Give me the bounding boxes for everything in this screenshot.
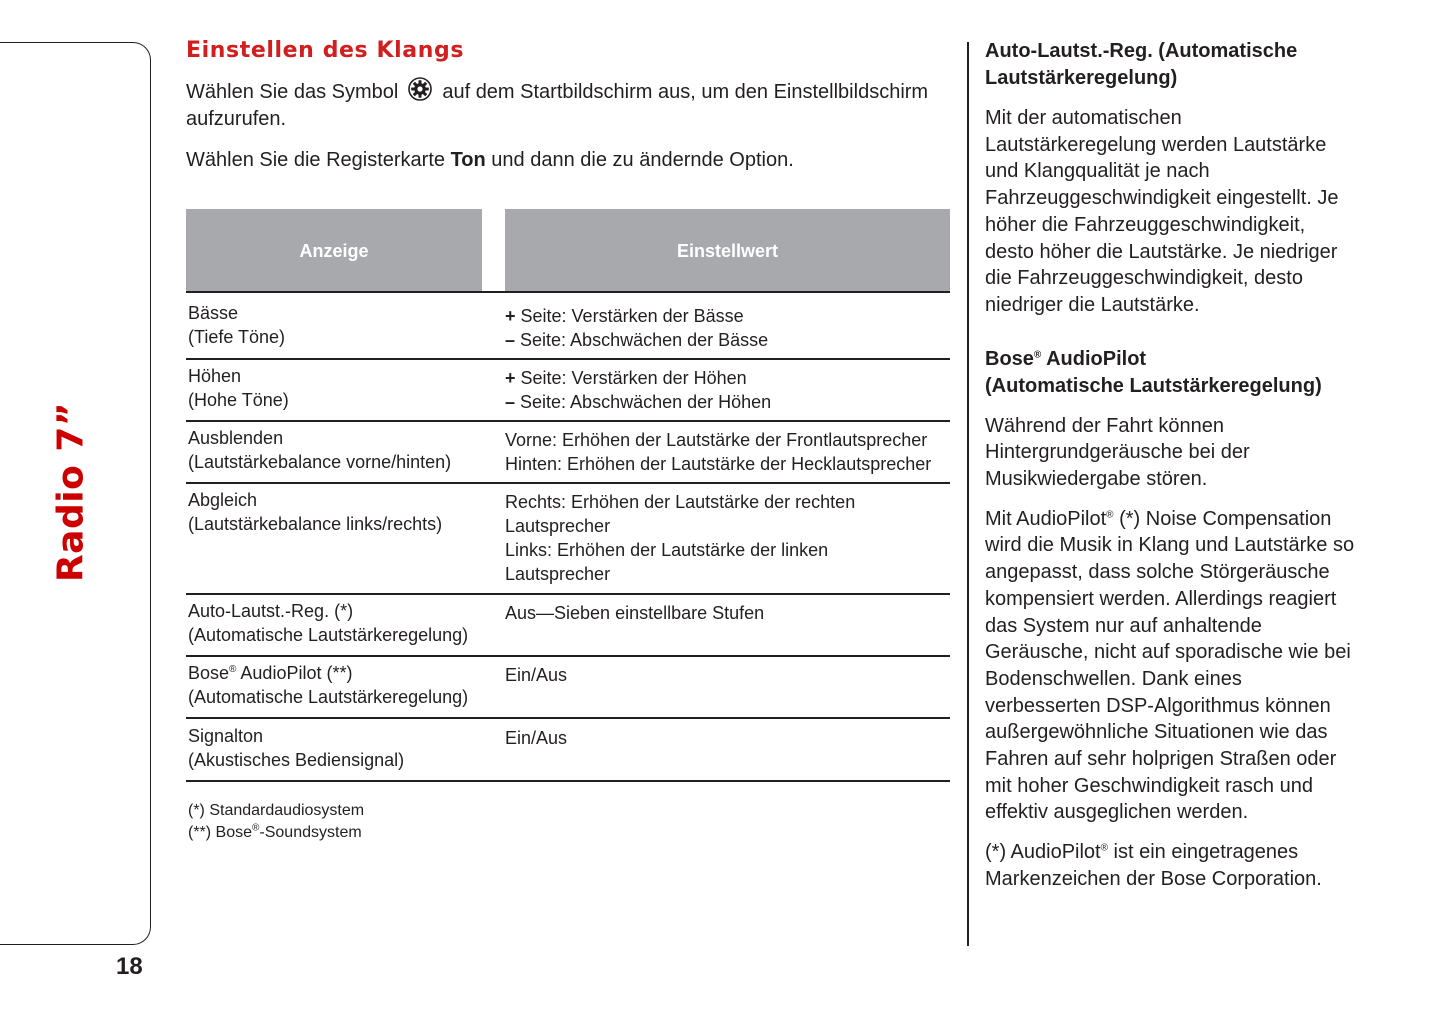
heading-line — [985, 346, 1355, 373]
cell-text: AudioPilot (**) — [236, 663, 353, 683]
settings-table-header — [186, 209, 950, 293]
paragraph-trademark — [985, 839, 1355, 892]
footnote-text: (**) Bose — [188, 824, 253, 841]
cell-text: Höhen — [188, 366, 242, 386]
heading-line: Auto-Lautst.-Reg. (Automatische — [985, 40, 1298, 62]
paragraph-text: (*) Noise Compensation wird die Musik in Klang und Lautstärke so angepasst, dass solche Störgeräusche kompensiert werden. Allerdings reagiert das System nur auf anhaltende Geräusche, nicht auf sporadische wie bei Bodenschwellen. Dank eines verbesserten DSP-Algorithmus können außergewöhnliche Situationen wie das Fahren auf sehr holprigen Straßen oder mit hoher Geschwindigkeit rasch und effektiv ausgeglichen werden. — [985, 507, 1355, 824]
column-header-anzeige: Anzeige — [186, 209, 482, 293]
cell-text: Vorne: Erhöhen der Lautstärke der Frontlautsprecher — [505, 430, 928, 450]
cell-text: Auto-Lautst.-Reg. (*) — [188, 601, 354, 621]
table-rule — [186, 482, 950, 484]
plus-sign: + — [505, 368, 516, 388]
table-row-audiopilot-display — [188, 661, 488, 709]
table-row-fade-display — [188, 426, 488, 474]
table-row-treble-value — [505, 366, 950, 414]
cell-text: (Tiefe Töne) — [188, 327, 286, 347]
cell-text: Ein/Aus — [505, 665, 568, 685]
registered-mark: ® — [1106, 509, 1114, 521]
paragraph-text: (*) AudioPilot — [985, 841, 1101, 864]
table-rule — [186, 420, 950, 422]
table-row-audiopilot-value — [505, 663, 950, 687]
cell-line — [505, 328, 950, 352]
registered-mark: ® — [229, 664, 237, 675]
table-row-balance-value — [505, 490, 905, 586]
cell-text: Rechts: Erhöhen der Lautstärke der rechten Lautsprecher — [505, 492, 856, 536]
paragraph-text: ist ein eingetragenes Markenzeichen der Bose Corporation. — [985, 841, 1322, 890]
table-rule — [186, 358, 950, 360]
cell-text: Links: Erhöhen der Lautstärke der linken Lautsprecher — [505, 540, 829, 584]
cell-text: (Lautstärkebalance links/rechts) — [188, 514, 443, 534]
cell-text: Signalton — [188, 726, 264, 746]
footnote-bose — [188, 822, 364, 844]
footnote-standard: (*) Standardaudiosystem — [188, 802, 365, 819]
section-title: Einstellen des Klangs — [186, 38, 465, 63]
cell-text: (Akustisches Bediensignal) — [188, 750, 405, 770]
intro-part2: auf dem Startbildschirm aus, um den Einstellbildschirm aufzurufen. — [186, 81, 929, 130]
cell-text: Hinten: Erhöhen der Lautstärke der Hecklautsprecher — [505, 454, 932, 474]
left-column — [186, 38, 951, 841]
minus-sign: – — [505, 392, 516, 412]
column-divider — [967, 42, 969, 946]
heading-line: (Automatische Lautstärkeregelung) — [985, 374, 1322, 397]
cell-text: Seite: Abschwächen der Höhen — [515, 392, 772, 412]
settings-gear-icon — [408, 77, 432, 101]
table-rule — [186, 593, 950, 595]
heading-line: Lautstärkeregelung) — [985, 67, 1178, 89]
intro-part1: Wählen Sie das Symbol — [186, 81, 399, 103]
intro-paragraph-2 — [186, 147, 951, 174]
registered-mark: ® — [1033, 348, 1042, 360]
table-row-fade-value — [505, 428, 950, 476]
right-column — [985, 38, 1355, 893]
cell-text: Seite: Verstärken der Bässe — [515, 306, 744, 326]
cell-line — [188, 661, 488, 685]
table-row-treble-display — [188, 364, 488, 412]
footnote-text: -Soundsystem — [259, 824, 362, 841]
cell-line — [505, 304, 950, 328]
table-row-beep-display — [188, 724, 488, 772]
heading-audiopilot — [985, 346, 1355, 400]
column-header-einstellwert: Einstellwert — [505, 209, 950, 293]
cell-text: (Automatische Lautstärkeregelung) — [188, 625, 469, 645]
cell-text: (Automatische Lautstärkeregelung) — [188, 687, 469, 707]
heading-text: Bose — [985, 347, 1034, 370]
registered-mark: ® — [252, 822, 260, 834]
cell-text: Ausblenden — [188, 428, 284, 448]
paragraph-text: Mit AudioPilot — [985, 507, 1107, 530]
cell-line — [505, 366, 950, 390]
minus-sign: – — [505, 330, 516, 350]
paragraph-noise-compensation — [985, 506, 1355, 826]
cell-text: Bässe — [188, 303, 239, 323]
heading-auto-volume — [985, 38, 1355, 92]
table-footnotes — [188, 800, 364, 844]
cell-text: Seite: Verstärken der Höhen — [515, 368, 747, 388]
chapter-label: Radio 7” — [50, 401, 92, 583]
table-rule — [186, 717, 950, 719]
paragraph-background-noise: Während der Fahrt können Hintergrundgeräusche bei der Musikwiedergabe stören. — [985, 414, 1250, 491]
table-row-bass-display — [188, 301, 488, 349]
cell-text: Abgleich — [188, 490, 258, 510]
cell-line — [505, 390, 950, 414]
table-row-avc-value — [505, 601, 950, 625]
page-number: 18 — [116, 953, 143, 980]
table-rule — [186, 780, 950, 782]
intro2-text-end: und dann die zu ändernde Option. — [485, 149, 794, 171]
cell-text: (Hohe Töne) — [188, 390, 289, 410]
table-rule — [186, 291, 950, 293]
cell-text: Aus—Sieben einstellbare Stufen — [505, 603, 765, 623]
table-row-beep-value — [505, 726, 950, 750]
cell-text: Seite: Abschwächen der Bässe — [515, 330, 769, 350]
tab-name-ton: Ton — [450, 149, 486, 171]
table-rule — [186, 655, 950, 657]
table-row-avc-display — [188, 599, 488, 647]
intro-paragraph — [186, 77, 951, 133]
intro2-text: Wählen Sie die Registerkarte — [186, 149, 451, 171]
cell-text: Bose — [188, 663, 230, 683]
registered-mark: ® — [1100, 842, 1108, 854]
cell-text: (Lautstärkebalance vorne/hinten) — [188, 452, 452, 472]
heading-text: AudioPilot — [1041, 347, 1147, 370]
table-row-bass-value — [505, 304, 950, 352]
cell-text: Ein/Aus — [505, 728, 568, 748]
table-row-balance-display — [188, 488, 488, 536]
paragraph-auto-volume: Mit der automatischen Lautstärkeregelung werden Lautstärke und Klangqualität je nach Fahrzeuggeschwindigkeit eingestellt. Je höher die Fahrzeuggeschwindigkeit, desto höher die Lautstärke. Je niedriger die Fahrzeuggeschwindigkeit, desto niedriger die Lautstärke. — [985, 107, 1339, 316]
plus-sign: + — [505, 306, 516, 326]
